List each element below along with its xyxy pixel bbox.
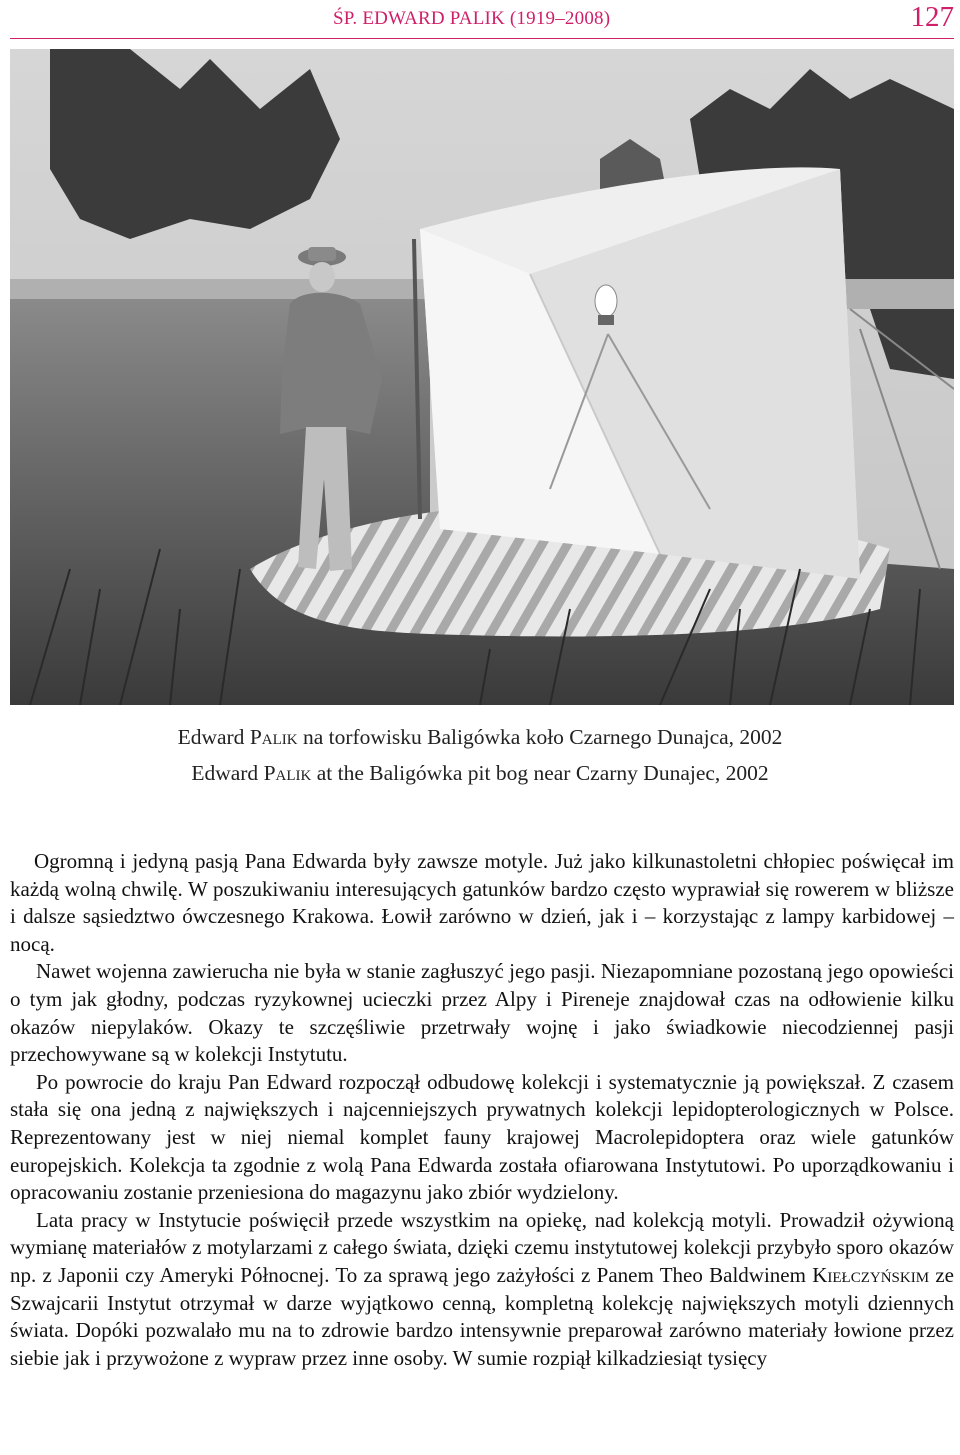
surname-smallcaps: Palik — [263, 761, 312, 785]
article-body — [10, 848, 954, 1372]
running-title: ŚP. EDWARD PALIK (1919–2008) — [333, 8, 611, 29]
paragraph: Ogromną i jedyną pasją Pana Edwarda były zawsze motyle. Już jako kilkunastoletni chłopiec poświęcał im każdą wolną chwilę. W poszukiwaniu interesujących gatunków bardzo często wyprawiał się rowerem w bliższe i dalsze sąsiedztwo ówczesnego Krakowa. Łowił zarówno w dzień, jak i – korzystając z lampy karbidowej – nocą. — [10, 849, 954, 956]
surname-smallcaps: Kiełczyńskim — [812, 1262, 930, 1287]
paragraph: Po powrocie do kraju Pan Edward rozpoczął odbudowę kolekcji i systematycznie ją powiększał. Z czasem stała się ona jedną z największych i najcenniejszych prywatnych kolekcji lepidopterologicznych w Polsce. Reprezentowany jest w niej niemal komplet fauny krajowej Macrolepidoptera oraz wiele gatunków europejskich. Kolekcja ta zgodnie z wolą Pana Edwarda została ofiarowana Instytutowi. Po uporządkowaniu i opracowaniu zostanie przeniesiona do magazynu jako zbiór wydzielony. — [10, 1069, 954, 1205]
paragraph: Nawet wojenna zawierucha nie była w stanie zagłuszyć jego pasji. Niezapomniane pozostaną jego opowieści o tym jak głodny, podczas ryzykownej ucieczki przez Alpy i Pireneje znajdował czas na odłowienie kilku okazów niepylaków. Okazy te szczęśliwie przetrwały wojnę i jako świadkowie niecodziennej pasji przechowywane są w kolekcji Instytutu. — [10, 959, 954, 1067]
caption-polish: Edward Palik na torfowisku Baligówka koło Czarnego Dunajca, 2002 — [177, 725, 783, 749]
caption-english: Edward Palik at the Baligówka pit bog near Czarny Dunajec, 2002 — [191, 761, 769, 785]
page-number: 127 — [910, 1, 954, 33]
paragraph: Lata pracy w Instytucie poświęcił przede wszystkim na opiekę, nad kolekcją motyli. Prowadził ożywioną wymianę materiałów z motylarzami z całego świata, dzięki czemu instytutowej kolekcji przybyło sporo okazów np. z Japonii czy Ameryki Północnej. To za sprawą jego zażyłości z Panem Theo Baldwinem Kiełczyńskim ze Szwajcarii Instytut otrzymał w darze wyjątkowo cenną, kompletną kolekcję największych motyli dziennych świata. Dopóki pozwalało mu na to zdrowie bardzo intensywnie preparował zarówno materiały łowione przez siebie jak i przywożone z wypraw przez inne osoby. W sumie rozpiął kilkadziesiąt tysięcy — [10, 1207, 954, 1370]
surname-smallcaps: Palik — [249, 725, 298, 749]
light-trap-photo — [10, 49, 954, 705]
photograph — [10, 49, 954, 705]
header-rule — [10, 38, 954, 39]
